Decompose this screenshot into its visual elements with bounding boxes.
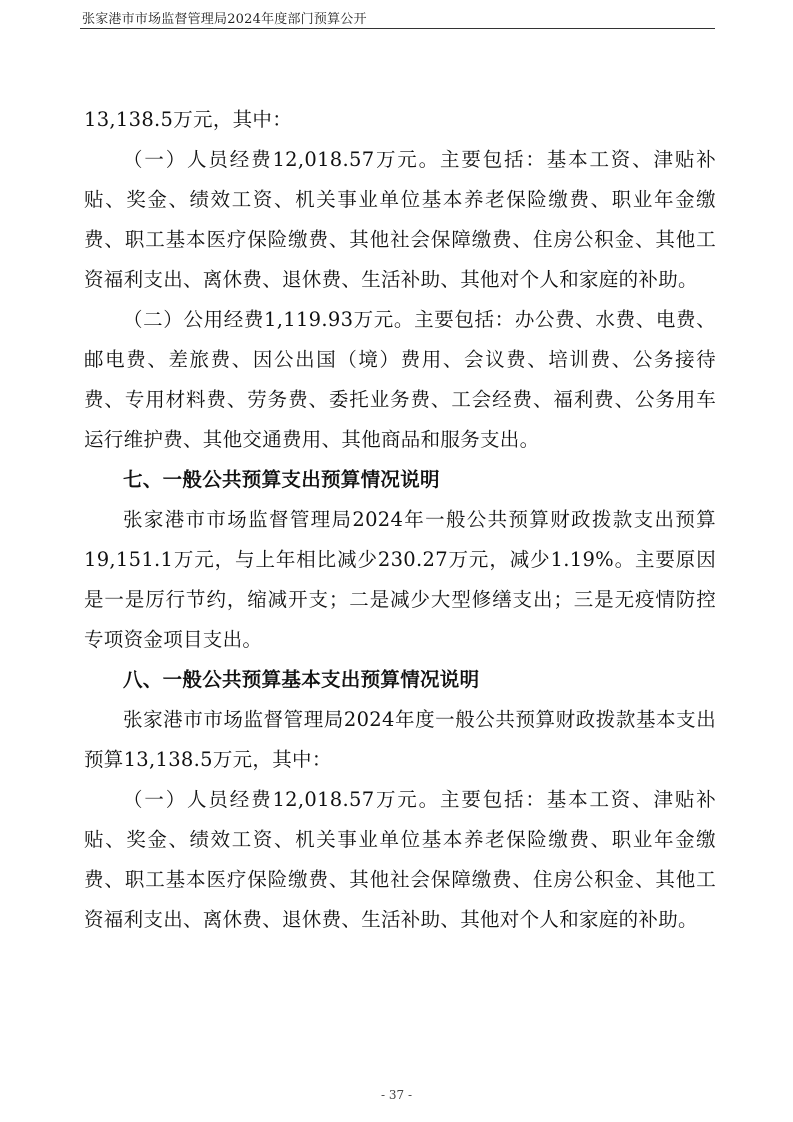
paragraph-continuation: 13,138.5万元，其中： xyxy=(84,108,293,131)
paragraph-personnel-expenses: （一）人员经费12,018.57万元。主要包括：基本工资、津贴补贴、奖金、绩效工资、机关事业单位基本养老保险缴费、职业年金缴费、职工基本医疗保险缴费、其他社会保障缴费、住房公积金、其他工资福利支出、离休费、退休费、生活补助、其他对个人和家庭的补助。 xyxy=(84,148,716,291)
section-heading-7: 七、一般公共预算支出预算情况说明 xyxy=(123,468,440,491)
paragraph-basic-expenditure: 张家港市市场监督管理局2024年度一般公共预算财政拨款基本支出预算13,138.5万元，其中： xyxy=(84,708,716,771)
paragraph-public-expenses: （二）公用经费1,119.93万元。主要包括：办公费、水费、电费、邮电费、差旅费、因公出国（境）费用、会议费、培训费、公务接待费、专用材料费、劳务费、委托业务费、工会经费、福利费、公务用车运行维护费、其他交通费用、其他商品和服务支出。 xyxy=(84,308,716,451)
document-body xyxy=(84,100,716,940)
paragraph-personnel-expenses-2: （一）人员经费12,018.57万元。主要包括：基本工资、津贴补贴、奖金、绩效工资、机关事业单位基本养老保险缴费、职业年金缴费、职工基本医疗保险缴费、其他社会保障缴费、住房公积金、其他工资福利支出、离休费、退休费、生活补助、其他对个人和家庭的补助。 xyxy=(84,788,716,931)
section-heading-8: 八、一般公共预算基本支出预算情况说明 xyxy=(123,668,480,691)
header-divider xyxy=(80,28,715,29)
page-number: - 37 - xyxy=(380,1088,412,1102)
running-header: 张家港市市场监督管理局2024年度部门预算公开 xyxy=(82,12,367,27)
paragraph-general-budget-expenditure: 张家港市市场监督管理局2024年一般公共预算财政拨款支出预算19,151.1万元，与上年相比减少230.27万元，减少1.19%。主要原因是一是厉行节约，缩减开支；二是减少大型修缮支出；三是无疫情防控专项资金项目支出。 xyxy=(84,508,716,651)
